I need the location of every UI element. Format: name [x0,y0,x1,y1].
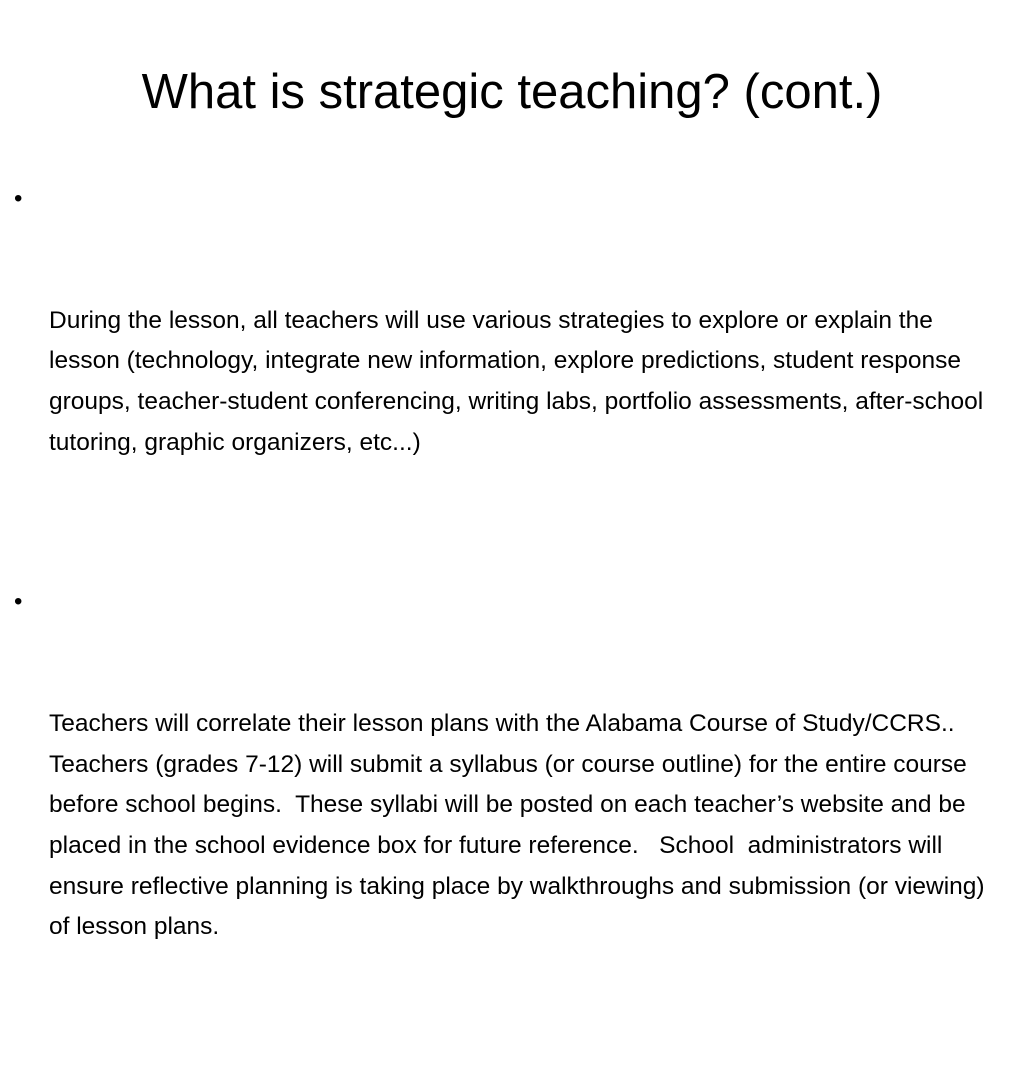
bullet-icon: • [14,588,23,616]
bullet-icon: • [14,185,23,212]
bullet-text: During the lesson, all teachers will use various strategies to explore or explain the lesson (technology, integrate new information, explore predictions, student response groups, teacher-student conferencing, writing labs, portfolio assessments, after-school tutoring, graphic organizers, etc...) [49,306,991,456]
bullet-item-lesson-strategies [10,179,1010,544]
bullet-text: Teachers will correlate their lesson plans with the Alabama Course of Study/CCRS.. Teachers (grades 7-12) will submit a syllabus (or course outline) for the entire course before school begins. These syllabi will be posted on each teacher’s website and be placed in the school evidence box for future reference. School administrators will ensure reflective planning is taking place by walkthroughs and submission (or viewing) of lesson plans. [49,710,992,941]
slide-title: What is strategic teaching? (cont.) [141,65,883,119]
bullet-item-lesson-plans [10,582,1010,1029]
bullet-list [10,179,1010,1067]
